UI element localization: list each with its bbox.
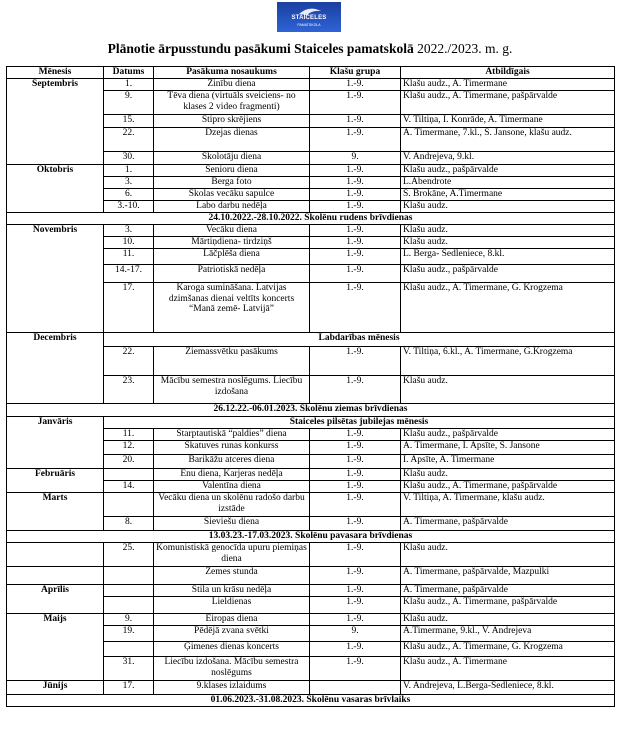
responsible-cell: V. Tiltiņa, I. Konrāde, A. Timermane [401, 115, 615, 128]
responsible-cell: Klašu audz., A. Timermane, pašpārvalde [401, 597, 615, 614]
responsible-cell: Klašu audz., A. Timermane, pašpārvalde [401, 481, 615, 493]
table-row [7, 417, 615, 429]
date-cell: 30. [104, 152, 154, 165]
responsible-cell: L. Berga- Sedleniece, 8.kl. [401, 249, 615, 265]
group-cell: 1.-9. [310, 543, 401, 567]
event-cell: Vecāku diena un skolēnu radošo darbu izstāde [154, 493, 310, 517]
section-label: Labdarības mēnesis [104, 333, 615, 347]
break-row [7, 404, 615, 417]
date-cell [104, 585, 154, 597]
date-cell: 17. [104, 283, 154, 333]
group-cell: 1.-9. [310, 376, 401, 404]
group-cell: 1.-9. [310, 441, 401, 455]
month-cell: Decembris [7, 333, 104, 404]
winter-break: 26.12.22.-06.01.2023. Skolēnu ziemas brīvdienas [7, 404, 615, 417]
group-cell: 1.-9. [310, 225, 401, 237]
header-cell: Atbildīgais [401, 67, 615, 79]
group-cell: 1.-9. [310, 493, 401, 517]
date-cell: 8. [104, 517, 154, 531]
event-cell: Starptautiskā “paldies” diena [154, 429, 310, 441]
group-cell: 1.-9. [310, 115, 401, 128]
month-cell: Jūnijs [7, 681, 104, 695]
group-cell [310, 681, 401, 695]
responsible-cell: Klašu audz., pašpārvalde [401, 265, 615, 283]
spring-break: 13.03.23.-17.03.2023. Skolēnu pavasara brīvdienas [7, 531, 615, 543]
event-cell: Zinību diena [154, 79, 310, 91]
event-cell: Liecību izdošana. Mācību semestra noslēgums [154, 657, 310, 681]
event-cell: Barikāžu atceres diena [154, 455, 310, 469]
month-cell: Marts [7, 493, 104, 531]
date-cell: 1. [104, 165, 154, 177]
autumn-break: 24.10.2022.-28.10.2022. Skolēnu rudens brīvdienas [7, 213, 615, 225]
event-cell: Ziemassvētku pasākums [154, 347, 310, 376]
date-cell: 14.-17. [104, 265, 154, 283]
event-cell: Stila un krāsu nedēļa [154, 585, 310, 597]
date-cell: 22. [104, 347, 154, 376]
group-cell: 1.-9. [310, 201, 401, 213]
table-row [7, 585, 615, 597]
month-cell: Maijs [7, 614, 104, 681]
date-cell: 22. [104, 128, 154, 152]
responsible-cell: Klašu audz. [401, 469, 615, 481]
event-cell: Vecāku diena [154, 225, 310, 237]
date-cell: 15. [104, 115, 154, 128]
table-row [7, 225, 615, 237]
month-cell: Februāris [7, 469, 104, 493]
event-cell: Dzejas dienas [154, 128, 310, 152]
group-cell: 1.-9. [310, 91, 401, 115]
header-cell: Mēnesis [7, 67, 104, 79]
responsible-cell: A. Timermane, pašpārvalde [401, 585, 615, 597]
header-cell: Klašu grupa [310, 67, 401, 79]
header-row [7, 67, 615, 79]
table-row [7, 543, 615, 567]
event-cell: Eiropas diena [154, 614, 310, 626]
responsible-cell: Klašu audz. [401, 543, 615, 567]
title-year: 2022./2023. m. g. [413, 41, 513, 56]
date-cell: 25. [104, 543, 154, 567]
event-cell: Sieviešu diena [154, 517, 310, 531]
event-cell: Patriotiskā nedēļa [154, 265, 310, 283]
school-logo [277, 2, 341, 32]
event-cell: Ģimenes dienas koncerts [154, 642, 310, 657]
responsible-cell: Klašu audz. [401, 225, 615, 237]
responsible-cell: L.Abendrote [401, 177, 615, 189]
summer-break: 01.06.2023.-31.08.2023. Skolēnu vasaras brīvlaiks [7, 695, 615, 707]
responsible-cell: Klašu audz., A. Timermane [401, 657, 615, 681]
logo-line-1: STAICELES [291, 15, 327, 21]
date-cell: 31. [104, 657, 154, 681]
events-table [6, 66, 615, 707]
date-cell: 17. [104, 681, 154, 695]
group-cell: 1.-9. [310, 585, 401, 597]
responsible-cell: Klašu audz., A. Timermane [401, 79, 615, 91]
table-row [7, 165, 615, 177]
group-cell: 1.-9. [310, 429, 401, 441]
section-label: Staiceles pilsētas jubilejas mēnesis [104, 417, 615, 429]
title-main: Plānotie ārpusstundu pasākumi Staiceles pamatskolā [107, 41, 414, 56]
group-cell: 9. [310, 626, 401, 642]
event-cell: Komunistiskā genocīda upuru piemiņas diena [154, 543, 310, 567]
group-cell: 9. [310, 152, 401, 165]
responsible-cell: V. Andrejeva, L.Berga-Sedleniece, 8.kl. [401, 681, 615, 695]
event-cell: Karoga sumināšana. Latvijas dzimšanas dienai veltīts koncerts “Manā zemē- Latvijā” [154, 283, 310, 333]
logo-line-2: PAMATSKOLA [297, 23, 321, 27]
break-row [7, 695, 615, 707]
group-cell: 1.-9. [310, 642, 401, 657]
event-cell: 9.klases izlaidums [154, 681, 310, 695]
group-cell: 1.-9. [310, 283, 401, 333]
table-row [7, 681, 615, 695]
group-cell: 1.-9. [310, 128, 401, 152]
group-cell: 1.-9. [310, 614, 401, 626]
event-cell: Zemes stunda [154, 567, 310, 585]
event-cell: Senioru diena [154, 165, 310, 177]
responsible-cell: A. Timermane, pašpārvalde [401, 517, 615, 531]
group-cell: 1.-9. [310, 177, 401, 189]
date-cell: 9. [104, 614, 154, 626]
date-cell: 1. [104, 79, 154, 91]
page-title [0, 41, 620, 57]
responsible-cell: V. Tiltiņa, A. Timermane, klašu audz. [401, 493, 615, 517]
event-cell: Stipro skrējiens [154, 115, 310, 128]
date-cell [104, 567, 154, 585]
group-cell: 1.-9. [310, 597, 401, 614]
responsible-cell: V. Tiltiņa, 6.kl., A. Timermane, G.Krogzema [401, 347, 615, 376]
event-cell: Ēnu diena, Karjeras nedēļa [154, 469, 310, 481]
event-cell: Berga foto [154, 177, 310, 189]
month-cell-empty [7, 567, 104, 585]
responsible-cell: Klašu audz., pašpārvalde [401, 165, 615, 177]
group-cell: 1.-9. [310, 165, 401, 177]
table-row [7, 333, 615, 347]
date-cell: 3.-10. [104, 201, 154, 213]
date-cell: 3. [104, 177, 154, 189]
date-cell: 6. [104, 189, 154, 201]
event-cell: Skolotāju diena [154, 152, 310, 165]
event-cell: Lieldienas [154, 597, 310, 614]
date-cell: 20. [104, 455, 154, 469]
break-row [7, 531, 615, 543]
date-cell [104, 469, 154, 481]
responsible-cell: A. Timermane, pašpārvalde, Mazpulki [401, 567, 615, 585]
group-cell: 1.-9. [310, 657, 401, 681]
responsible-cell: Klašu audz., pašpārvalde [401, 429, 615, 441]
break-row [7, 213, 615, 225]
responsible-cell: A. Timermane, I. Apsīte, S. Jansone [401, 441, 615, 455]
table-row [7, 493, 615, 517]
date-cell: 3. [104, 225, 154, 237]
group-cell: 1.-9. [310, 517, 401, 531]
group-cell: 1.-9. [310, 567, 401, 585]
date-cell: 12. [104, 441, 154, 455]
date-cell [104, 493, 154, 517]
group-cell: 1.-9. [310, 249, 401, 265]
group-cell: 1.-9. [310, 189, 401, 201]
month-cell-empty [7, 543, 104, 567]
month-cell: Aprīlis [7, 585, 104, 614]
event-cell: Labo darbu nedēļa [154, 201, 310, 213]
group-cell: 1.-9. [310, 469, 401, 481]
event-cell: Valentīna diena [154, 481, 310, 493]
date-cell: 14. [104, 481, 154, 493]
responsible-cell: Klašu audz., A. Timermane, pašpārvalde [401, 91, 615, 115]
header-cell: Datums [104, 67, 154, 79]
date-cell [104, 642, 154, 657]
date-cell: 9. [104, 91, 154, 115]
group-cell: 1.-9. [310, 347, 401, 376]
event-cell: Pēdējā zvana svētki [154, 626, 310, 642]
group-cell: 1.-9. [310, 79, 401, 91]
date-cell: 19. [104, 626, 154, 642]
responsible-cell: Klašu audz. [401, 376, 615, 404]
date-cell: 10. [104, 237, 154, 249]
event-cell: Tēva diena (virtuāls sveiciens- no klases 2 video fragmenti) [154, 91, 310, 115]
table-row [7, 79, 615, 91]
responsible-cell: Klašu audz. [401, 201, 615, 213]
date-cell: 11. [104, 249, 154, 265]
responsible-cell: S. Brokāne, A.Timermane [401, 189, 615, 201]
responsible-cell: A.Timermane, 9.kl., V. Andrejeva [401, 626, 615, 642]
group-cell: 1.-9. [310, 237, 401, 249]
table-row [7, 469, 615, 481]
responsible-cell: Klašu audz., A. Timermane, G. Krogzema [401, 283, 615, 333]
month-cell: Septembris [7, 79, 104, 165]
responsible-cell: Klašu audz. [401, 237, 615, 249]
event-cell: Skatuves runas konkurss [154, 441, 310, 455]
group-cell: 1.-9. [310, 481, 401, 493]
month-cell: Janvāris [7, 417, 104, 469]
event-cell: Mārtiņdiena- tirdziņš [154, 237, 310, 249]
table-row [7, 567, 615, 585]
month-cell: Novembris [7, 225, 104, 333]
table-row [7, 614, 615, 626]
responsible-cell: Klašu audz. [401, 614, 615, 626]
date-cell [104, 597, 154, 614]
date-cell: 11. [104, 429, 154, 441]
responsible-cell: V. Andrejeva, 9.kl. [401, 152, 615, 165]
responsible-cell: I. Apsīte, A. Timermane [401, 455, 615, 469]
group-cell: 1.-9. [310, 265, 401, 283]
header-cell: Pasākuma nosaukums [154, 67, 310, 79]
event-cell: Mācību semestra noslēgums. Liecību izdošana [154, 376, 310, 404]
group-cell: 1.-9. [310, 455, 401, 469]
month-cell: Oktobris [7, 165, 104, 213]
event-cell: Skolas vecāku sapulce [154, 189, 310, 201]
responsible-cell: Klašu audz., A. Timermane, G. Krogzema [401, 642, 615, 657]
responsible-cell: A. Timermane, 7.kl., S. Jansone, klašu audz. [401, 128, 615, 152]
event-cell: Lāčplēša diena [154, 249, 310, 265]
date-cell: 23. [104, 376, 154, 404]
